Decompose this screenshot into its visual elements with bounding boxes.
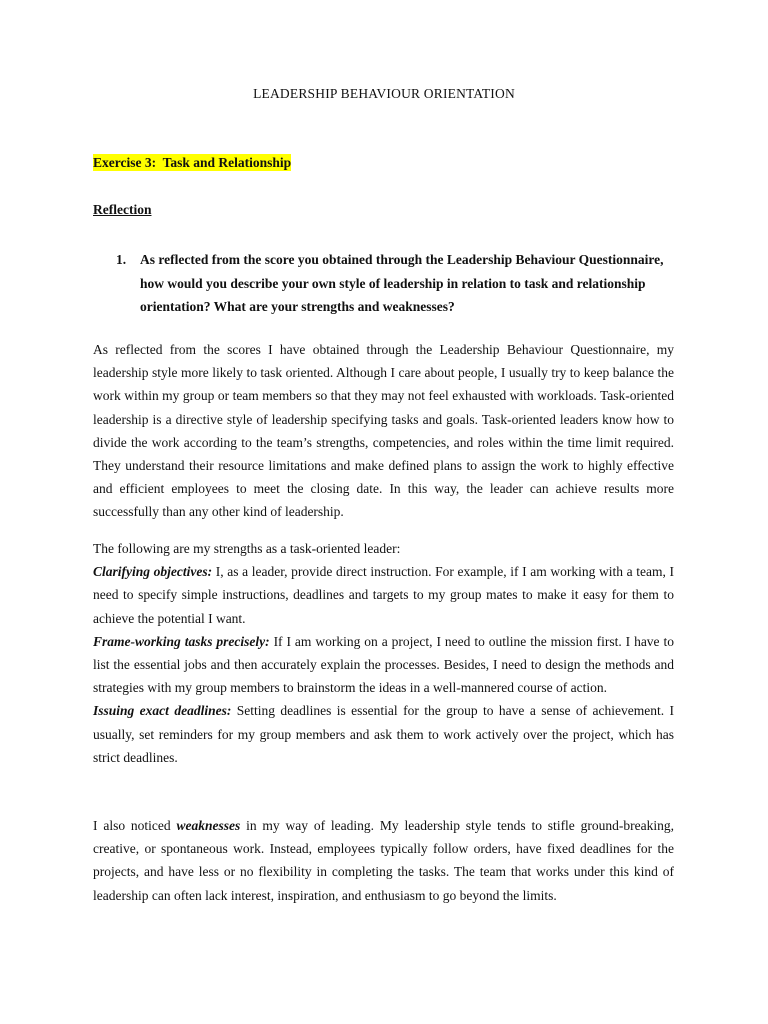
strength-label: Frame-working tasks precisely:: [93, 633, 270, 649]
strength-item-framework: [93, 630, 674, 700]
strength-label: Issuing exact deadlines:: [93, 703, 232, 719]
question-text: As reflected from the score you obtained through the Leadership Behaviour Questionnaire, how would you describe your own style of leadership in relation to task and relationship orientation? What are your strengths and weaknesses?: [140, 252, 664, 314]
weakness-text-before: I also noticed: [93, 818, 177, 833]
strength-text: I, as a leader, provide direct instruction. For example, if I am working with a team, I need to specify simple instructions, deadlines and targets to my group mates to make it easy for them to achieve the potential I want.: [93, 564, 674, 626]
reflection-heading: Reflection: [93, 202, 152, 217]
paragraph-task-oriented: [93, 338, 674, 524]
document-title: LEADERSHIP BEHAVIOUR ORIENTATION: [253, 86, 515, 101]
strength-item-clarifying: [93, 560, 674, 630]
strengths-section: [93, 537, 674, 769]
exercise-heading: [93, 155, 291, 171]
weakness-paragraph: [93, 814, 674, 907]
strength-text: If I am working on a project, I need to outline the mission first. I have to list the essential jobs and then accurately explain the processes. Besides, I need to design the methods and strategies with my group members to brainstorm the ideas in a well-mannered course of action.: [93, 633, 674, 696]
strength-label: Clarifying objectives:: [93, 564, 213, 580]
question-number: 1.: [116, 252, 127, 267]
strength-text: Setting deadlines is essential for the group to have a sense of achievement. I usually, set reminders for my group members and ask them to work actively over the project, which has strict deadlines.: [93, 703, 675, 765]
weakness-emphasis: weaknesses: [176, 818, 241, 833]
paragraph-text: As reflected from the scores I have obtained through the Leadership Behaviour Questionnaire, my leadership style more likely to task oriented. Although I care about people, I usually try to keep balance the work within my group or team members so that they may not feel exhausted with workloads. Task-oriented leadership is a directive style of leadership specifying tasks and goals. Task-oriented leaders know how to divide the work according to the team’s strengths, competencies, and roles within the time limit required. They understand their resource limitations and make defined plans to assign the work to highly effective and efficient employees to meet the closing date. In this way, the leader can achieve results more successfully than any other kind of leadership.: [93, 342, 674, 520]
exercise-heading-highlight: Exercise 3: Task and Relationship: [93, 155, 292, 170]
weakness-section: [93, 814, 674, 907]
question-item: [116, 248, 676, 319]
strength-item-deadlines: [93, 699, 674, 769]
strengths-intro: The following are my strengths as a task-oriented leader:: [93, 541, 401, 556]
weakness-text-after: in my way of leading. My leadership style tends to stifle ground-breaking, creative, or spontaneous work. Instead, employees typically follow orders, have fixed deadlines for the projects, and have less or no flexibility in completing the tasks. The team that works under this kind of leadership can often lack interest, inspiration, and enthusiasm to go beyond the limits.: [93, 818, 674, 903]
